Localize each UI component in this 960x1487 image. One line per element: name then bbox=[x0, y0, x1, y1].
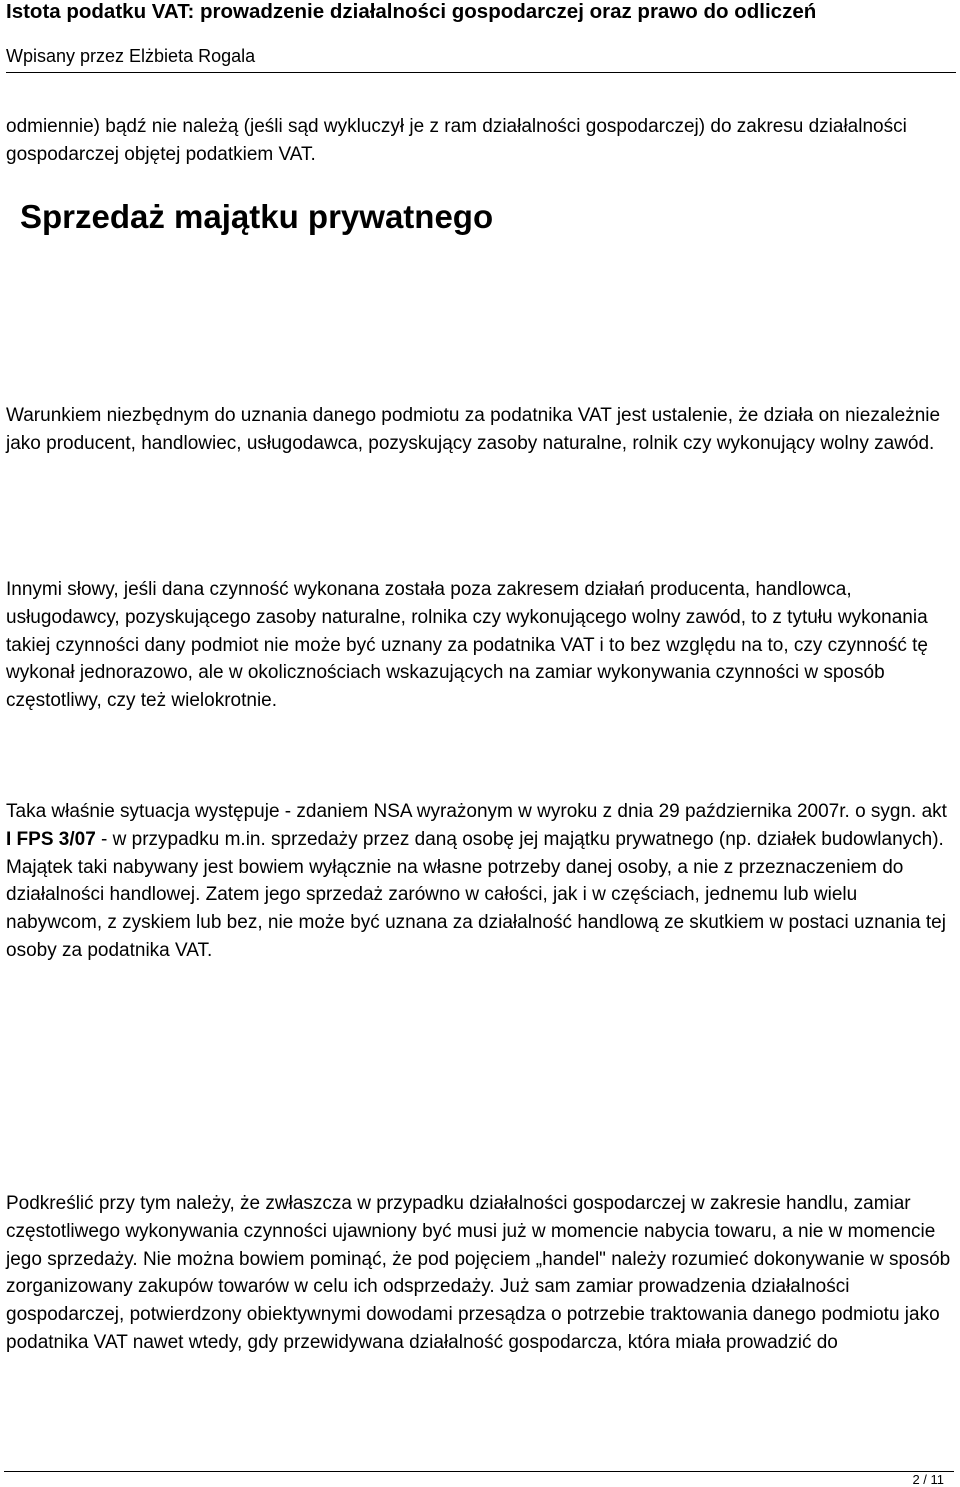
document-title: Istota podatku VAT: prowadzenie działalności gospodarczej oraz prawo do odliczeń bbox=[6, 0, 817, 23]
paragraph-2: Innymi słowy, jeśli dana czynność wykonana została poza zakresem działań producenta, handlowca, usługodawcy, pozyskującego zasoby naturalne, rolnika czy wykonującego wolny zawód, to z tytułu wykonania takiej czynności dany podmiot nie może być uznany za podatnika VAT i to bez względu na to, czy czynność tę wykonał jednorazowo, ale w okolicznościach wskazujących na zamiar wykonywania czynności w sposób częstotliwy, czy też wielokrotnie. bbox=[6, 579, 928, 712]
document-header bbox=[6, 0, 954, 67]
case-reference: I FPS 3/07 bbox=[6, 828, 96, 850]
intro-paragraph: odmiennie) bądź nie należą (jeśli sąd wykluczył je z ram działalności gospodarczej) do zakresu działalności gospodarczej objętej podatkiem VAT. bbox=[6, 116, 907, 165]
section-heading: Sprzedaż majątku prywatnego bbox=[20, 198, 494, 235]
paragraph-4: Podkreślić przy tym należy, że zwłaszcza w przypadku działalności gospodarczej w zakresie handlu, zamiar częstotliwego wykonywania czynności ujawniony być musi już w momencie nabycia towaru, a nie w momencie jego sprzedaży. Nie można bowiem pominąć, że pod pojęciem „handel" należy rozumieć dokonywanie w sposób zorganizowany zakupów towarów w celu ich odsprzedaży. Już sam zamiar prowadzenia działalności gospodarczej, potwierdzony obiektywnymi dowodami przesądza o potrzebie traktowania danego podmiotu jako podatnika VAT nawet wtedy, gdy przewidywana działalność gospodarcza, która miała prowadzić do bbox=[6, 1193, 951, 1353]
paragraph-3-part-2: - w przypadku m.in. sprzedaży przez daną osobę jej majątku prywatnego (np. działek budowlanych). Majątek taki nabywany jest bowiem wyłącznie na własne potrzeby danej osoby, a nie z przeznaczeniem do działalności handlowej. Zatem jego sprzedaż zarówno w całości, jak i w częściach, jednemu lub wielu nabywcom, z zyskiem lub bez, nie może być uznana za działalność handlową ze skutkiem w postaci uznania tej osoby za podatnika VAT. bbox=[6, 828, 946, 961]
header-divider bbox=[6, 72, 956, 73]
paragraph-1: Warunkiem niezbędnym do uznania danego podmiotu za podatnika VAT jest ustalenie, że działa on niezależnie jako producent, handlowiec, usługodawca, pozyskujący zasoby naturalne, rolnik czy wykonujący wolny zawód. bbox=[6, 405, 941, 454]
paragraph-3-part-1: Taka właśnie sytuacja występuje - zdaniem NSA wyrażonym w wyroku z dnia 29 października 2007r. o sygn. akt bbox=[6, 801, 947, 822]
page-number: 2 / 11 bbox=[912, 1472, 944, 1487]
document-author: Wpisany przez Elżbieta Rogala bbox=[6, 46, 256, 66]
paragraph-3 bbox=[6, 798, 954, 965]
footer-divider bbox=[4, 1471, 954, 1472]
